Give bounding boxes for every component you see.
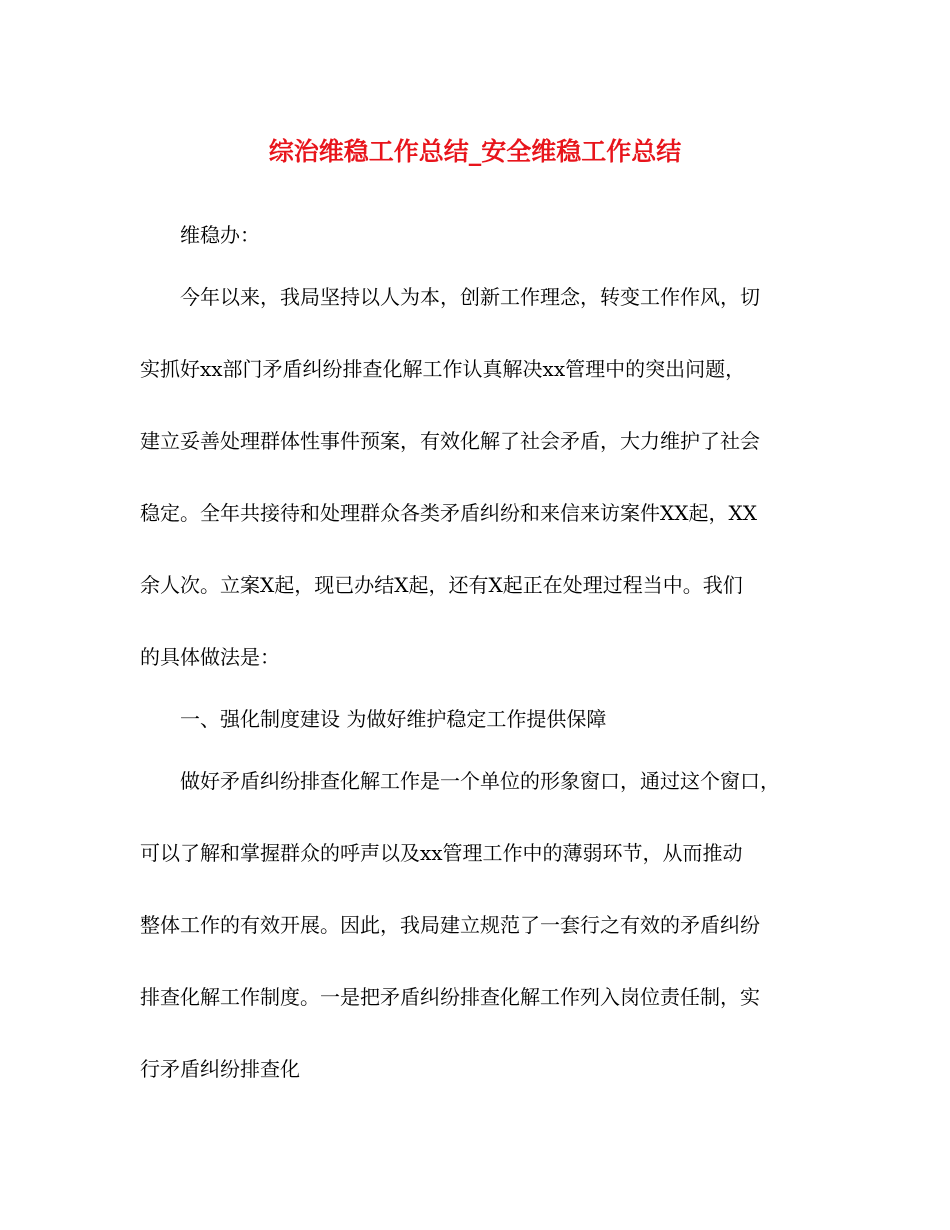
paragraph-line: 建立妥善处理群体性事件预案，有效化解了社会矛盾，大力维护了社会 xyxy=(140,429,760,453)
document-title: 综治维稳工作总结_安全维稳工作总结 xyxy=(268,137,682,166)
paragraph-line: 余人次。立案X起，现已办结X起，还有X起正在处理过程当中。我们 xyxy=(140,573,743,597)
paragraph-line-salutation: 维稳办： xyxy=(180,223,260,247)
paragraph-line: 可以了解和掌握群众的呼声以及xx管理工作中的薄弱环节，从而推动 xyxy=(140,841,743,865)
paragraph-line: 做好矛盾纠纷排查化解工作是一个单位的形象窗口，通过这个窗口， xyxy=(180,769,780,793)
paragraph-line: 实抓好xx部门矛盾纠纷排查化解工作认真解决xx管理中的突出问题， xyxy=(140,357,746,381)
paragraph-line: 整体工作的有效开展。因此，我局建立规范了一套行之有效的矛盾纠纷 xyxy=(140,913,760,937)
section-heading: 一、强化制度建设 为做好维护稳定工作提供保障 xyxy=(180,707,607,731)
paragraph-line: 排查化解工作制度。一是把矛盾纠纷排查化解工作列入岗位责任制，实 xyxy=(140,985,760,1009)
paragraph-line: 行矛盾纠纷排查化 xyxy=(140,1057,300,1081)
paragraph-line: 的具体做法是： xyxy=(140,645,280,669)
paragraph-line: 稳定。全年共接待和处理群众各类矛盾纠纷和来信来访案件XX起，XX xyxy=(140,501,757,525)
paragraph-line: 今年以来，我局坚持以人为本，创新工作理念，转变工作作风，切 xyxy=(180,285,760,309)
